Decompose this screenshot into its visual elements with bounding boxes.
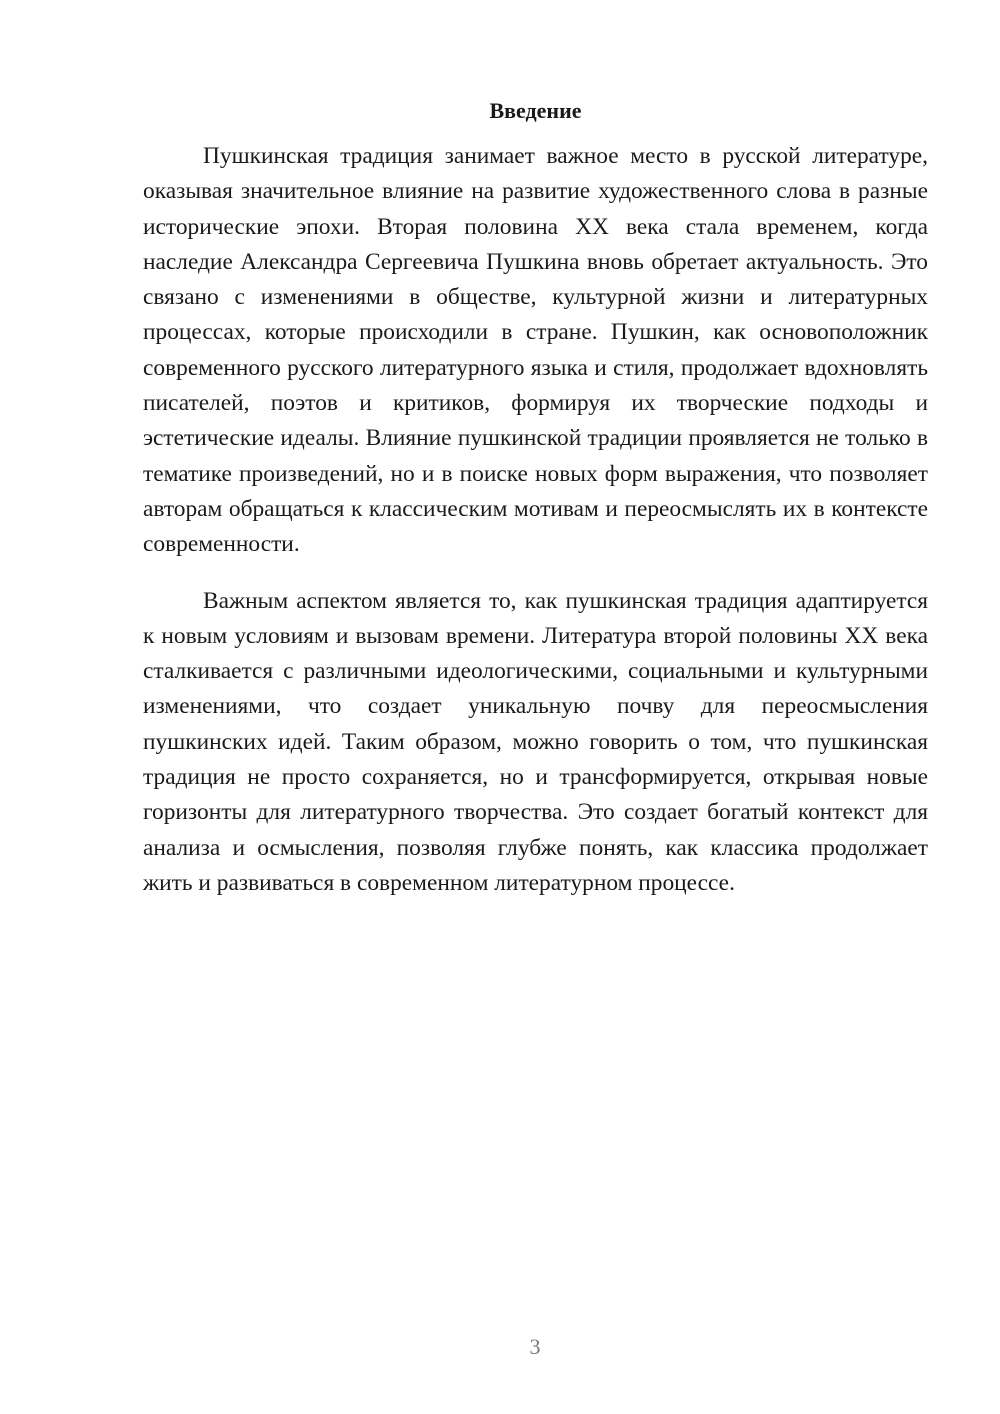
page-content bbox=[143, 96, 928, 901]
paragraph-2: Важным аспектом является то, как пушкинская традиция адаптируется к новым условиям и вызовам времени. Литература второй половины XX века сталкивается с различными идеологическими, социальными и культурными изменениями, что создает уникальную почву для переосмысления пушкинских идей. Таким образом, можно говорить о том, что пушкинская традиция не просто сохраняется, но и трансформируется, открывая новые горизонты для литературного творчества. Это создает богатый контекст для анализа и осмысления, позволяя глубже понять, как классика продолжает жить и развиваться в современном литературном процессе. bbox=[143, 587, 928, 896]
page-number: 3 bbox=[529, 1334, 541, 1359]
paragraph-1: Пушкинская традиция занимает важное место в русской литературе, оказывая значительное влияние на развитие художественного слова в разные исторические эпохи. Вторая половина XX века стала временем, когда наследие Александра Сергеевича Пушкина вновь обретает актуальность. Это связано с изменениями в обществе, культурной жизни и литературных процессах, которые происходили в стране. Пушкин, как основоположник современного русского литературного языка и стиля, продолжает вдохновлять писателей, поэтов и критиков, формируя их творческие подходы и эстетические идеалы. Влияние пушкинской традиции проявляется не только в тематике произведений, но и в поиске новых форм выражения, что позволяет авторам обращаться к классическим мотивам и переосмыслять их в контексте современности. bbox=[143, 143, 928, 558]
section-heading: Введение bbox=[489, 98, 582, 123]
